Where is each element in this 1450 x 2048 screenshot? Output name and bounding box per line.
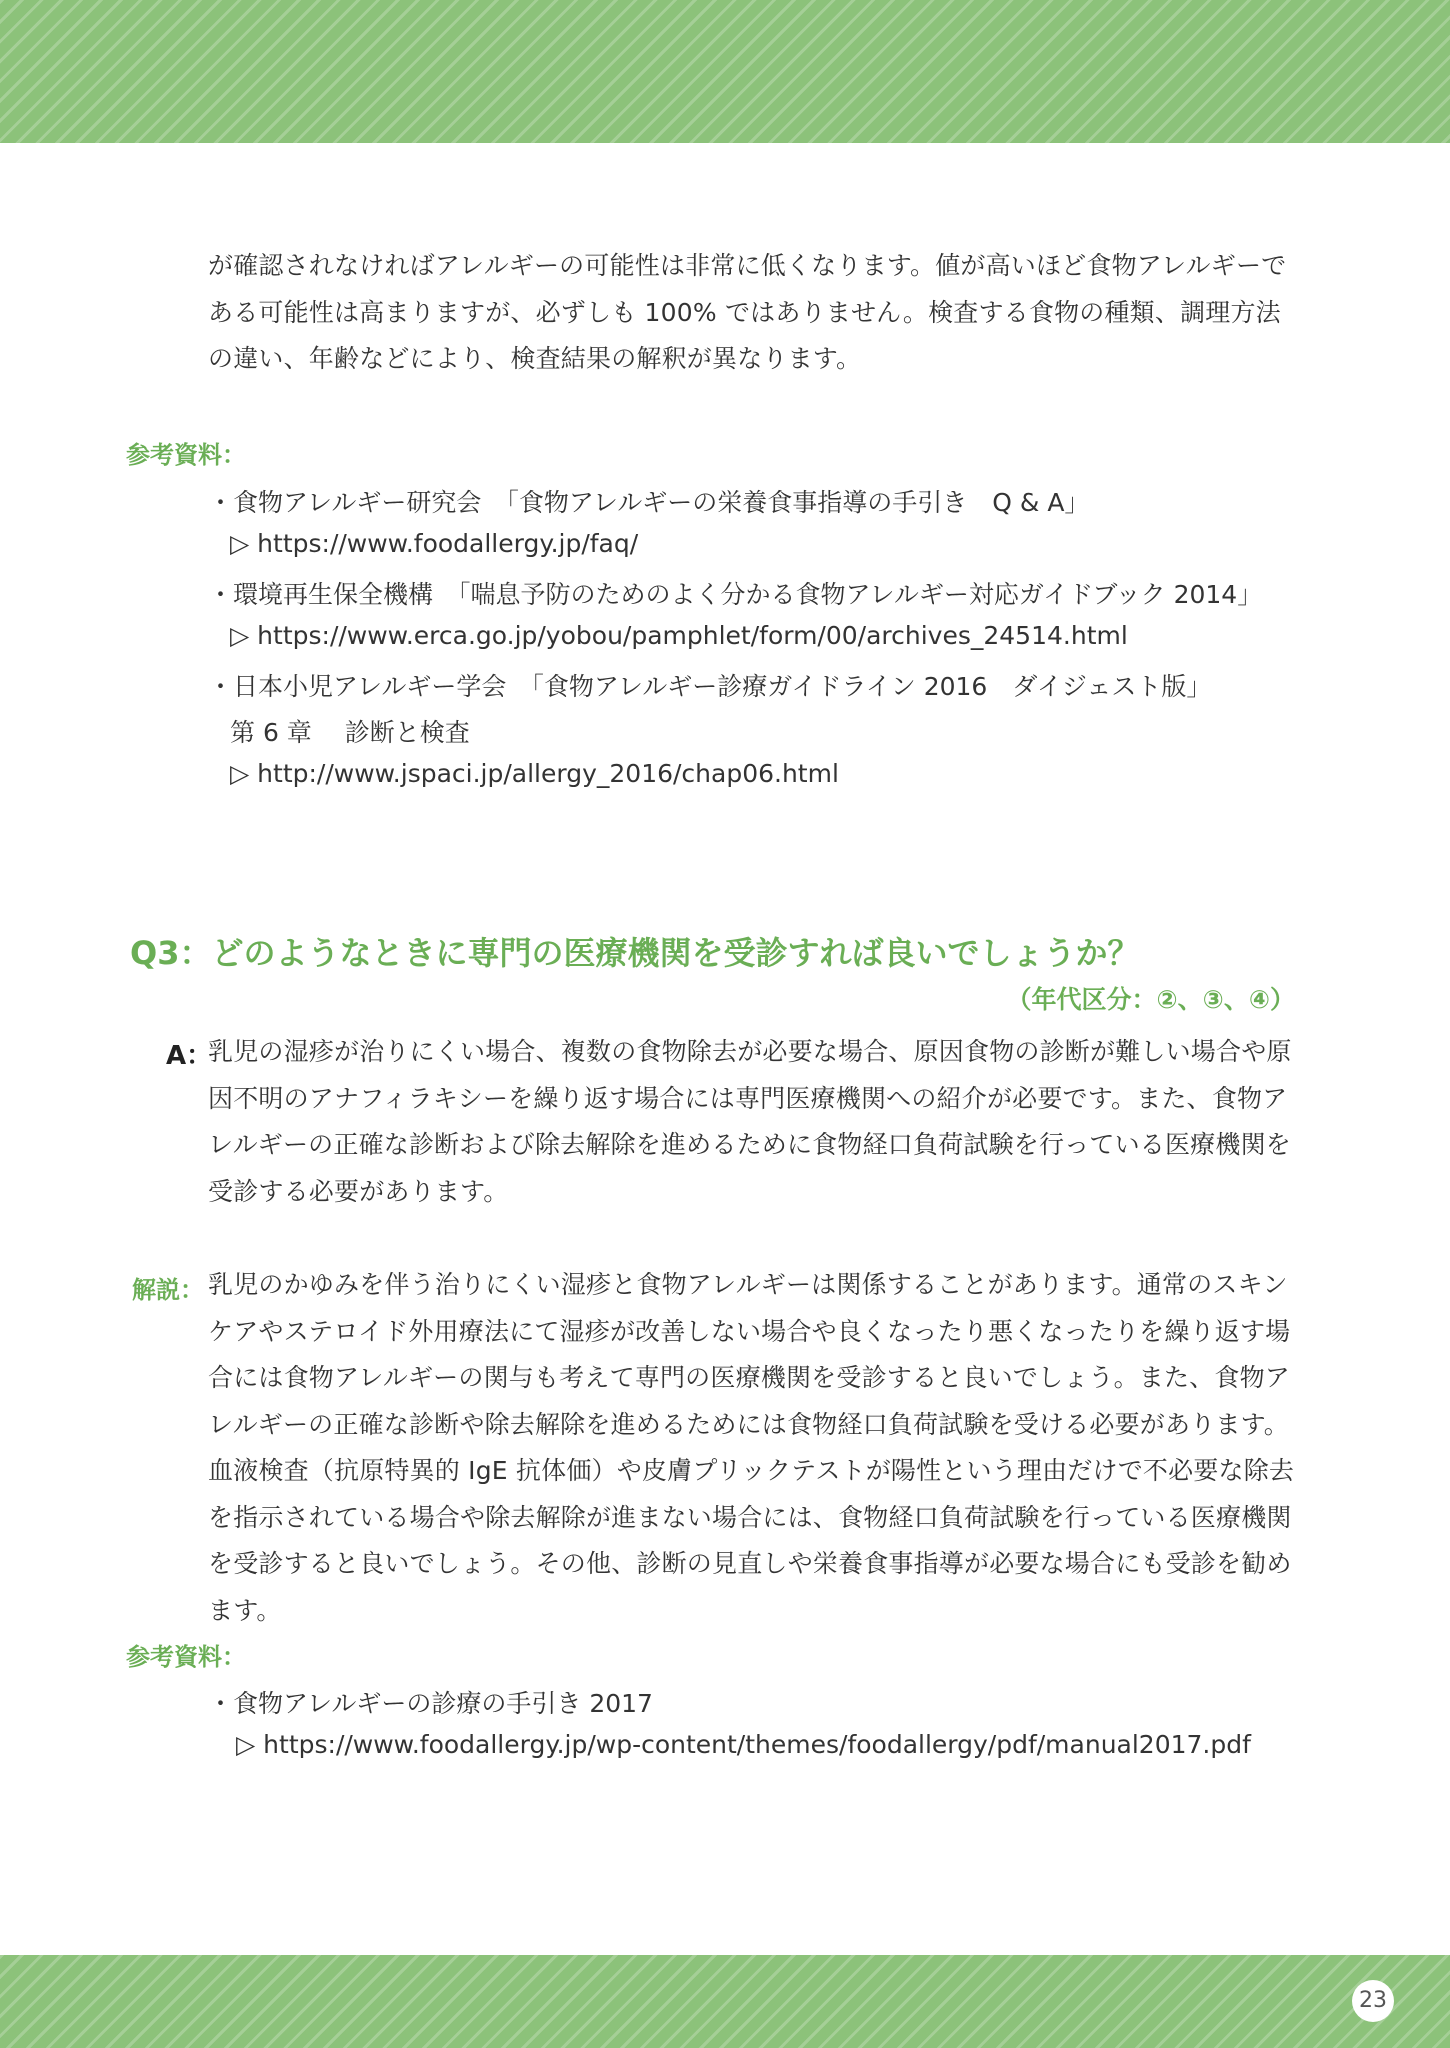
reference-link[interactable]: ▷ https://www.foodallergy.jp/wp-content/themes/foodallergy/pdf/manual2017.pdf [236, 1730, 1251, 1759]
reference-item: ・食物アレルギー研究会 「食物アレルギーの栄養食事指導の手引き Q & A」 [208, 488, 1090, 517]
reference-link[interactable]: ▷ http://www.jspaci.jp/allergy_2016/chap06.html [230, 759, 839, 788]
reference-item: ・食物アレルギーの診療の手引き 2017 [208, 1689, 653, 1718]
answer-paragraph: 乳児の湿疹が治りにくい場合、複数の食物除去が必要な場合、原因食物の診断が難しい場合や原因不明のアナフィラキシーを繰り返す場合には専門医療機関への紹介が必要です。また、食物アレルギーの正確な診断および除去解除を進めるために食物経口負荷試験を行っている医療機関を受診する必要があります。 [208, 1037, 1292, 1206]
explanation-label: 解説： [132, 1276, 204, 1304]
reference-chapter: 第 6 章 診断と検査 [230, 718, 470, 747]
reference-link[interactable]: ▷ https://www.foodallergy.jp/faq/ [230, 529, 639, 558]
page-number: 23 [1352, 1980, 1394, 2022]
age-category: （年代区分：②、③、④） [1006, 985, 1295, 1014]
header-stripe-band [0, 0, 1450, 143]
explanation-paragraph: 乳児のかゆみを伴う治りにくい湿疹と食物アレルギーは関係することがあります。通常のスキンケアやステロイド外用療法にて湿疹が改善しない場合や良くなったり悪くなったりを繰り返す場合には食物アレルギーの関与も考えて専門の医療機関を受診すると良いでしょう。また、食物アレルギーの正確な診断や除去解除を進めるためには食物経口負荷試験を受ける必要があります。血液検査（抗原特異的 IgE 抗体価）や皮膚プリックテストが陽性という理由だけで不必要な除去を指示されている場合や除去解除が進まない場合には、食物経口負荷試験を行っている医療機関を受診すると良いでしょう。その他、診断の見直しや栄養食事指導が必要な場合にも受診を勧めます。 [208, 1270, 1295, 1625]
reference-link[interactable]: ▷ https://www.erca.go.jp/yobou/pamphlet/form/00/archives_24514.html [230, 621, 1128, 650]
answer-label: A： [166, 1041, 213, 1071]
references-label: 参考資料： [126, 1643, 246, 1671]
reference-item: ・日本小児アレルギー学会 「食物アレルギー診療ガイドライン 2016 ダイジェスト版」 [208, 672, 1212, 701]
footer-stripe-band [0, 1955, 1450, 2048]
references-label: 参考資料： [126, 441, 246, 469]
intro-paragraph: が確認されなければアレルギーの可能性は非常に低くなります。値が高いほど食物アレルギーである可能性は高まりますが、必ずしも 100% ではありません。検査する食物の種類、調理方法の違い、年齢などにより、検査結果の解釈が異なります。 [208, 251, 1287, 373]
question-heading: Q3：どのようなときに専門の医療機関を受診すれば良いでしょうか？ [130, 934, 1140, 972]
reference-item: ・環境再生保全機構 「喘息予防のためのよく分かる食物アレルギー対応ガイドブック 2014」 [208, 580, 1263, 609]
